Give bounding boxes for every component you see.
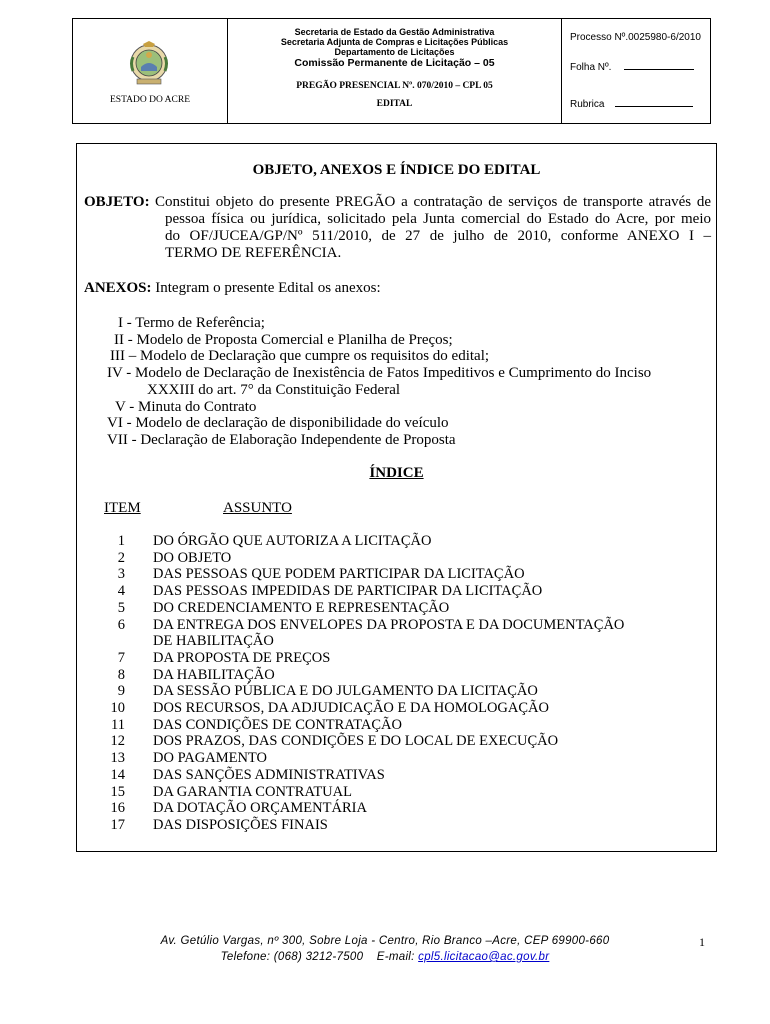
footer-email-label: E-mail:: [376, 951, 415, 963]
index-item-subject: DA SESSÃO PÚBLICA E DO JULGAMENTO DA LICITAÇÃO: [153, 683, 538, 700]
indice-title: ÍNDICE: [369, 465, 424, 481]
header-secretaria-adjunta: Secretaria Adjunta de Compras e Licitações Públicas: [280, 37, 509, 47]
index-item-subject: DA PROPOSTA DE PREÇOS: [153, 649, 331, 666]
processo-number: Processo Nº.0025980-6/2010: [570, 32, 701, 43]
footer-contact: [0, 951, 770, 963]
folha-blank-line: [624, 69, 694, 70]
header-comissao: Comissão Permanente de Licitação – 05: [294, 57, 495, 69]
index-item-subject: DE HABILITAÇÃO: [153, 633, 274, 650]
rubrica-blank-line: [615, 106, 693, 107]
index-item-number: 8: [117, 666, 125, 683]
document-frame: [76, 143, 717, 852]
header-secretaria: Secretaria de Estado da Gestão Administrativa: [294, 27, 495, 37]
header-process-cell: [562, 19, 710, 123]
index-item-subject: DO OBJETO: [153, 549, 232, 566]
anexo-vi: VI - Modelo de declaração de disponibilidade do veículo: [107, 415, 449, 431]
index-item-number: 13: [110, 750, 125, 767]
header-logo-cell: [73, 19, 228, 123]
index-item-subject: DO ÓRGÃO QUE AUTORIZA A LICITAÇÃO: [153, 533, 432, 549]
index-item-number: 7: [117, 649, 125, 666]
index-item-number: 17: [110, 816, 125, 833]
index-item-subject: DAS SANÇÕES ADMINISTRATIVAS: [153, 766, 385, 783]
index-item-number: 10: [110, 700, 125, 716]
objeto-label: OBJETO:: [84, 194, 150, 210]
index-item-subject: DA DOTAÇÃO ORÇAMENTÁRIA: [153, 800, 367, 817]
index-item-subject: DOS RECURSOS, DA ADJUDICAÇÃO E DA HOMOLOGAÇÃO: [153, 700, 549, 716]
index-item-number: 3: [117, 566, 125, 583]
col-assunto-header: ASSUNTO: [223, 500, 292, 516]
index-item-number: 4: [117, 583, 125, 600]
index-item-subject: DO PAGAMENTO: [153, 750, 268, 767]
footer-email-link[interactable]: cpl5.licitacao@ac.gov.br: [418, 951, 550, 963]
objeto-line-3: do OF/JUCEA/GP/Nº 511/2010, de 27 de julho de 2010, conforme ANEXO I –: [165, 228, 711, 244]
anexo-vii: VII - Declaração de Elaboração Independente de Proposta: [107, 432, 456, 448]
footer-address: Av. Getúlio Vargas, nº 300, Sobre Loja - Centro, Rio Branco –Acre, CEP 69900-660: [160, 935, 610, 947]
index-item-subject: DO CREDENCIAMENTO E REPRESENTAÇÃO: [153, 599, 450, 616]
header-pregao: PREGÃO PRESENCIAL Nº. 070/2010 – CPL 05: [296, 81, 493, 91]
page-number: 1: [699, 935, 705, 949]
objeto-line-1: Constitui objeto do presente PREGÃO a contratação de serviços de transporte através de: [155, 194, 711, 210]
index-item-subject: DAS PESSOAS IMPEDIDAS DE PARTICIPAR DA LICITAÇÃO: [153, 583, 543, 600]
footer-phone: Telefone: (068) 3212-7500: [220, 951, 364, 963]
anexos-intro: [84, 280, 381, 297]
anexo-iii: III – Modelo de Declaração que cumpre os requisitos do edital;: [110, 348, 490, 364]
anexos-label: ANEXOS:: [84, 280, 152, 296]
index-item-number: 15: [110, 783, 125, 800]
objeto-line-2: pessoa física ou jurídica, solicitado pela Junta comercial do Estado do Acre, por meio: [165, 211, 711, 227]
anexos-intro-text: Integram o presente Edital os anexos:: [155, 280, 381, 296]
index-item-subject: DAS DISPOSIÇÕES FINAIS: [153, 816, 328, 833]
folha-field: [570, 62, 694, 73]
header-title-cell: [228, 19, 562, 123]
index-item-subject: DA ENTREGA DOS ENVELOPES DA PROPOSTA E DA DOCUMENTAÇÃO: [153, 616, 625, 633]
index-item-number: 6: [117, 616, 125, 633]
index-item-subject: DAS CONDIÇÕES DE CONTRATAÇÃO: [153, 716, 402, 733]
document-title: OBJETO, ANEXOS E ÍNDICE DO EDITAL: [252, 162, 541, 178]
state-coat-of-arms-icon: [127, 41, 171, 89]
index-item-subject: DA GARANTIA CONTRATUAL: [153, 783, 352, 800]
estado-label: ESTADO DO ACRE: [110, 95, 190, 105]
folha-label: Folha Nº.: [570, 62, 612, 73]
anexo-iv-cont: XXXIII do art. 7° da Constituição Federal: [147, 382, 401, 398]
index-item-number: 5: [117, 599, 125, 616]
index-item-subject: DA HABILITAÇÃO: [153, 666, 275, 683]
index-item-number: 11: [111, 716, 125, 733]
objeto-line-4: TERMO DE REFERÊNCIA.: [165, 245, 342, 261]
header-departamento: Departamento de Licitações: [334, 47, 455, 57]
index-item-subject: DAS PESSOAS QUE PODEM PARTICIPAR DA LICITAÇÃO: [153, 566, 525, 583]
anexo-iv: IV - Modelo de Declaração de Inexistência de Fatos Impeditivos e Cumprimento do Inciso: [107, 365, 652, 381]
document-header: [72, 18, 711, 124]
header-edital: EDITAL: [376, 99, 413, 109]
index-item-number: 14: [110, 766, 125, 783]
index-item-number: 2: [117, 549, 125, 566]
index-item-number: 9: [117, 683, 125, 700]
index-item-number: 12: [110, 733, 125, 750]
anexo-v: V - Minuta do Contrato: [115, 399, 257, 415]
rubrica-field: [570, 99, 693, 110]
col-item-header: ITEM: [104, 500, 141, 516]
anexo-i: I - Termo de Referência;: [118, 315, 265, 331]
anexo-ii: II - Modelo de Proposta Comercial e Planilha de Preços;: [114, 332, 453, 348]
rubrica-label: Rubrica: [570, 99, 605, 110]
index-item-number: 1: [117, 533, 125, 549]
index-item-subject: DOS PRAZOS, DAS CONDIÇÕES E DO LOCAL DE EXECUÇÃO: [153, 733, 559, 750]
index-item-number: 16: [110, 800, 125, 817]
